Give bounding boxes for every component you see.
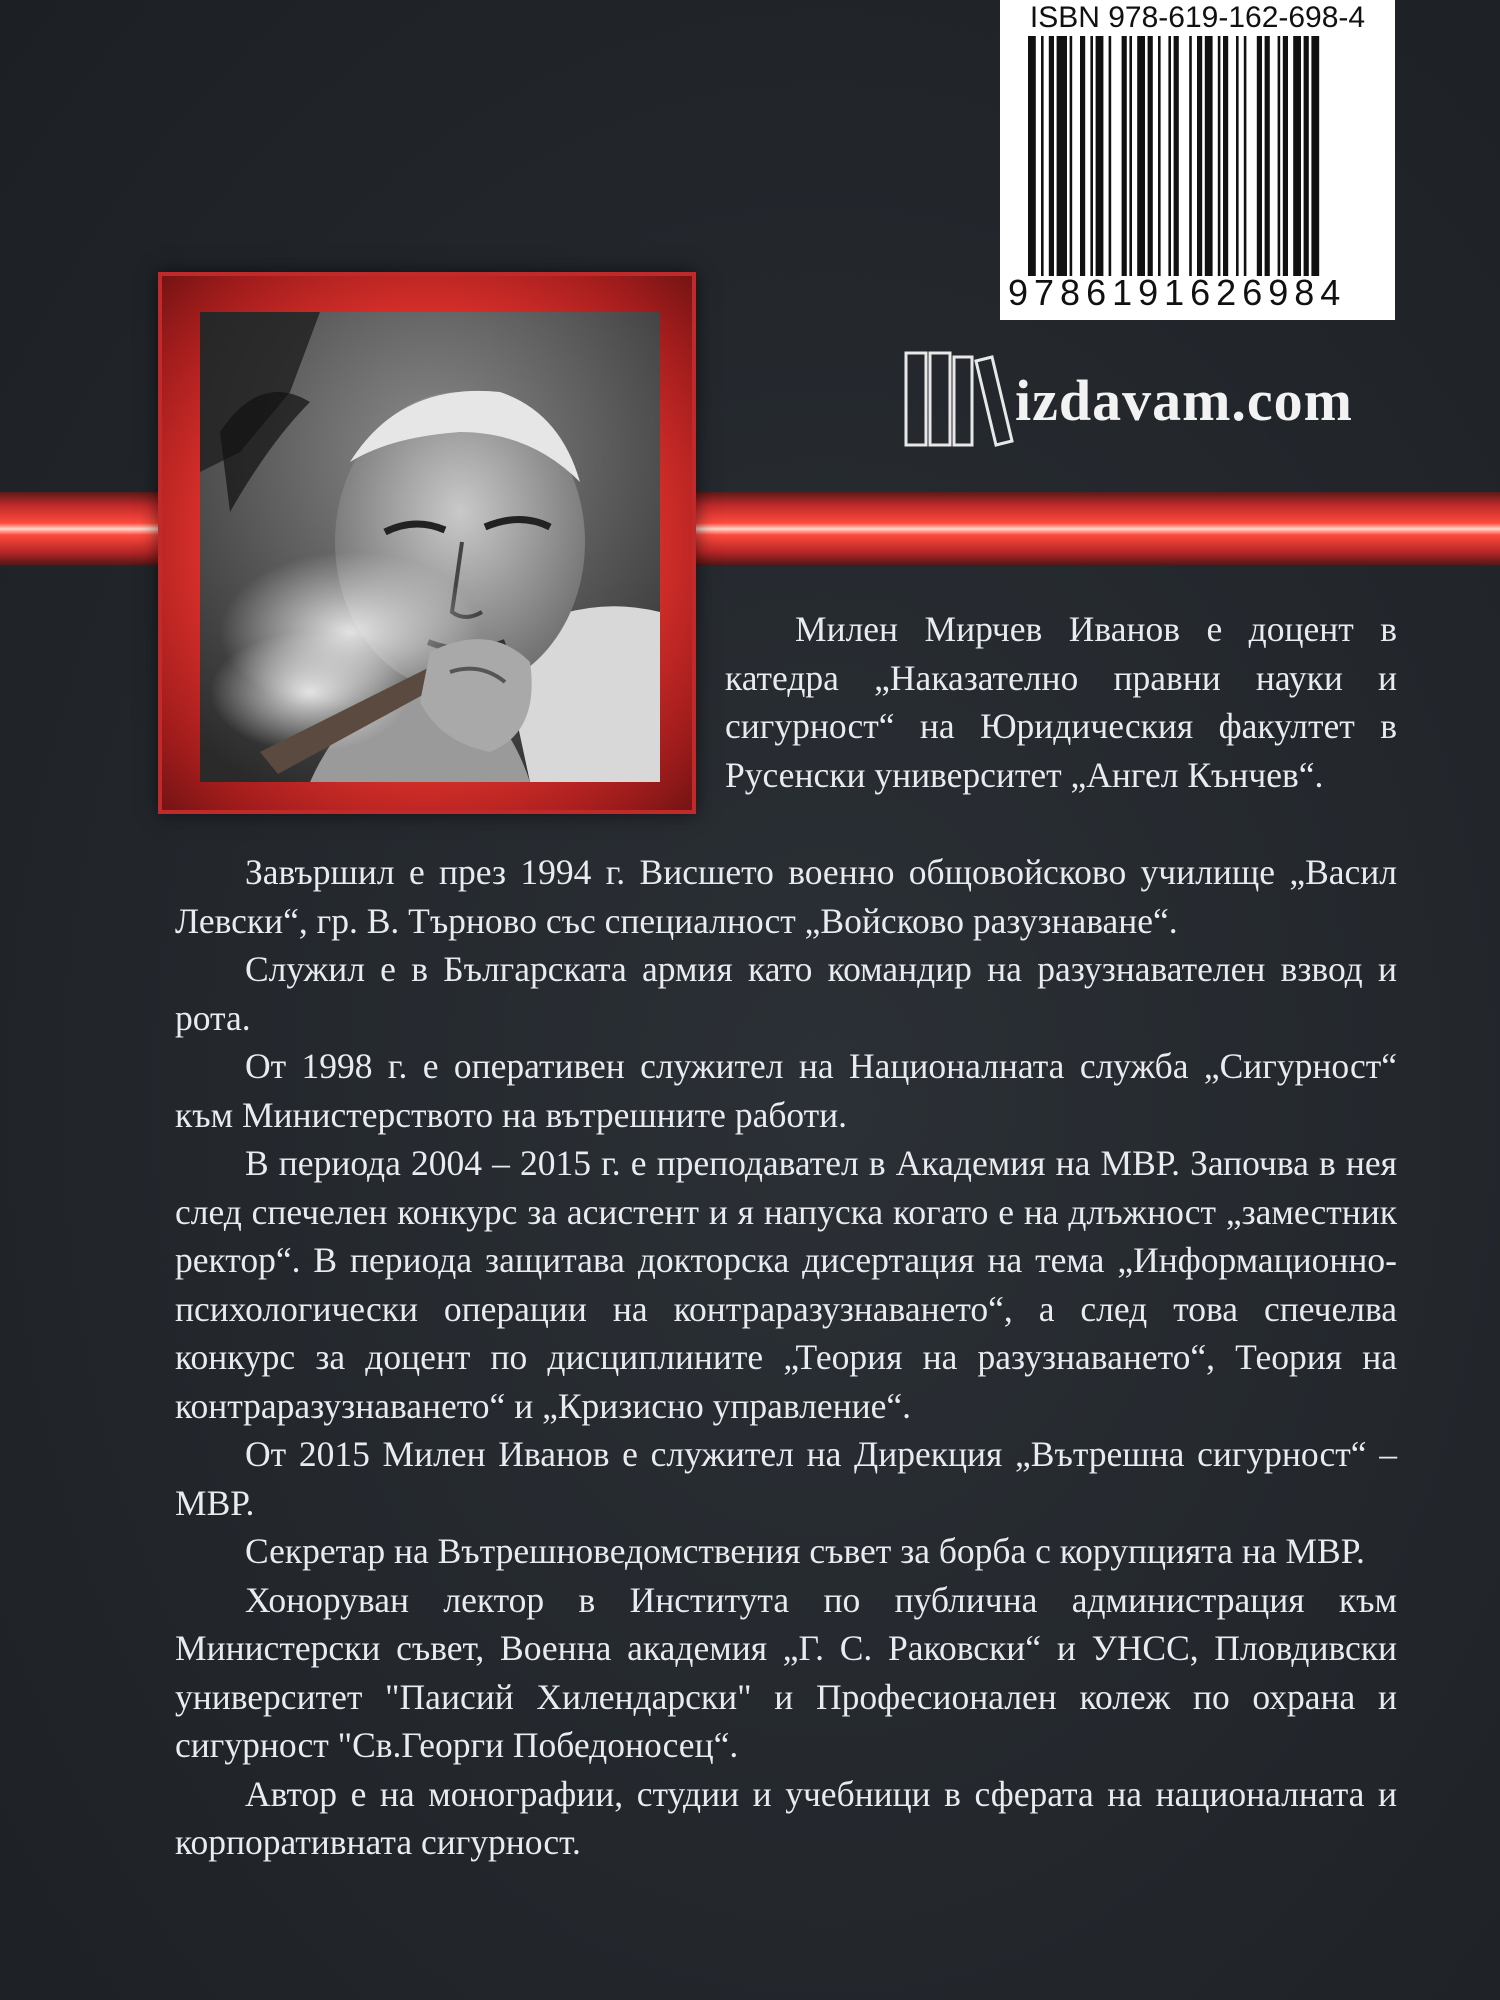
- barcode-icon: [1028, 36, 1373, 276]
- bio-paragraph: Хоноруван лектор в Института по публична администрация към Министерски съвет, Военна академия „Г. С. Раковски“ и УНСС, Пловдивски университет "Паисий Хилендарски" и Професионален колеж по охрана и сигурност "Св.Георги Победоносец“.: [175, 1579, 1397, 1765]
- bio-intro: [725, 605, 1397, 799]
- books-icon: [900, 345, 1018, 450]
- bio-paragraph: От 1998 г. е оперативен служител на Националната служба „Сигурност“ към Министерството на вътрешните работи.: [175, 1046, 1397, 1135]
- bio-body: [175, 848, 1397, 1867]
- bio-paragraph: Служил е в Българската армия като командир на разузнавателен взвод и рота.: [175, 949, 1397, 1038]
- bio-paragraph: Автор е на монографии, студии и учебници в сферата на националната и корпоративната сигурност.: [175, 1773, 1397, 1862]
- photo-frame: [158, 272, 696, 814]
- publisher-logo: [900, 345, 1400, 455]
- portrait-icon: [200, 312, 660, 782]
- publisher-name: izdavam.com: [1015, 368, 1353, 433]
- bio-paragraph: В периода 2004 – 2015 г. е преподавател в Академия на МВР. Започва в нея след спечелен конкурс за асистент и я напуска когато е на длъжност „заместник ректор“. В периода защитава докторска дисертация на тема „Информационно-психологически операции на контраразузнаването“, а след това спечелва конкурс за доцент по дисциплините „Теория на разузнаването“, Теория на контраразузнаването“ и „Кризисно управление“.: [175, 1143, 1397, 1426]
- bio-paragraph: От 2015 Милен Иванов е служител на Дирекция „Вътрешна сигурност“ – МВР.: [175, 1434, 1397, 1523]
- isbn-label: ISBN 978-619-162-698-4: [1029, 1, 1366, 34]
- isbn-barcode-box: [1000, 0, 1395, 320]
- barcode-digits: 9786191626984: [1008, 272, 1347, 313]
- bio-paragraph: Завършил е през 1994 г. Висшето военно общовойсково училище „Васил Левски“, гр. В. Търново със специалност „Войсково разузнаване“.: [175, 852, 1397, 941]
- bio-intro-paragraph: Милен Мирчев Иванов е доцент в катедра „Наказателно правни науки и сигурност“ на Юридическия факултет в Русенски университет „Ангел Кънчев“.: [725, 609, 1397, 795]
- author-portrait: [200, 312, 660, 782]
- bio-paragraph: Секретар на Вътрешноведомствения съвет за борба с корупцията на МВР.: [245, 1531, 1365, 1571]
